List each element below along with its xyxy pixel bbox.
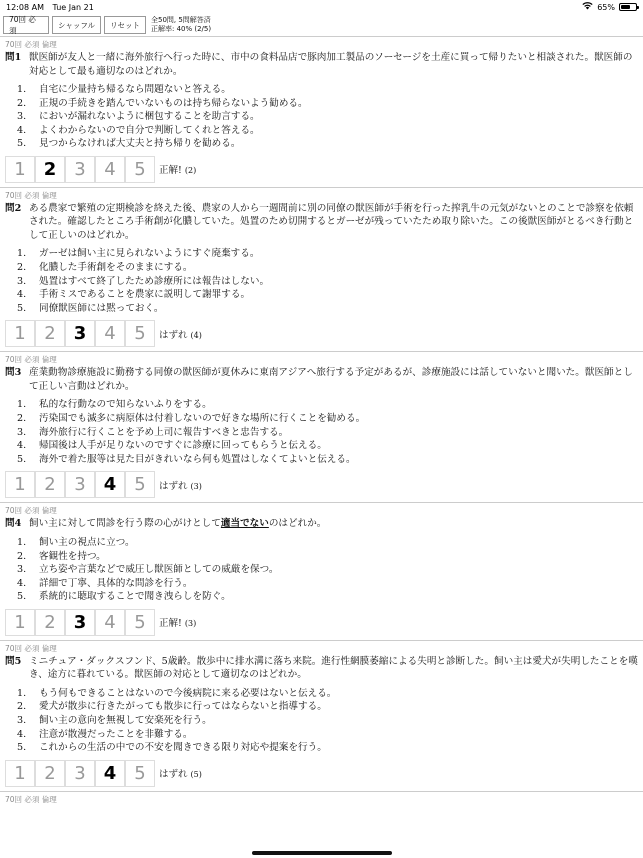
question-body: 産業動物診療施設に勤務する同僚の獣医師が夏休みに東南アジアへ旅行する予定があるが、診療施設には話していないと聞いた。獣医師として正しい言動はどれか。 — [29, 367, 633, 392]
toolbar — [0, 14, 643, 36]
answer-button-4[interactable]: 4 — [95, 609, 125, 636]
option-number: 1. — [17, 536, 27, 548]
option-list — [5, 398, 638, 466]
option-item — [17, 426, 638, 440]
answer-button-3[interactable]: 3 — [65, 156, 95, 183]
answer-button-3[interactable]: 3 — [65, 320, 95, 347]
question-meta: 70回 必須 倫理 — [5, 355, 57, 365]
battery-percent: 65% — [597, 2, 615, 12]
option-text: 正規の手続きを踏んでいないものは持ち帰らないよう勧める。 — [39, 97, 308, 109]
option-item — [17, 137, 638, 151]
option-text: 自宅に少量持ち帰るなら問題ないと答える。 — [39, 84, 231, 95]
option-list — [5, 536, 638, 604]
status-date: Tue Jan 21 — [52, 2, 94, 12]
answer-button-1[interactable]: 1 — [5, 609, 35, 636]
answer-button-3[interactable]: 3 — [65, 471, 95, 498]
question-card — [0, 640, 643, 791]
option-text: 飼い主の視点に立つ。 — [39, 536, 135, 548]
answer-button-2[interactable]: 2 — [35, 760, 65, 787]
answer-button-3[interactable]: 3 — [65, 760, 95, 787]
answer-button-4[interactable]: 4 — [95, 760, 125, 787]
question-text — [5, 51, 638, 78]
question-number: 問4 — [5, 518, 22, 530]
answer-button-4[interactable]: 4 — [95, 320, 125, 347]
question-text — [5, 202, 638, 243]
answer-button-4[interactable]: 4 — [95, 471, 125, 498]
reset-button[interactable]: リセット — [104, 16, 146, 34]
option-item — [17, 439, 638, 453]
correct-answer: (2) — [184, 166, 197, 176]
correct-answer: (4) — [190, 330, 202, 340]
question-card — [0, 36, 643, 187]
option-item — [17, 714, 638, 728]
answer-button-3[interactable]: 3 — [65, 609, 95, 636]
question-body-after: のはどれか。 — [268, 518, 327, 530]
question-number: 問5 — [5, 655, 22, 667]
option-number: 3. — [17, 564, 27, 576]
question-meta: 70回 必須 倫理 — [5, 506, 57, 516]
option-list — [5, 83, 638, 151]
question-body: ミニチュア・ダックスフンド、5歳齢。散歩中に排水溝に落ち来院。進行性網膜萎縮による失明と診断した。飼い主は愛犬が失明したことを嘆き、途方に暮れている。獣医師の対応として適切なのはどれか。 — [29, 655, 638, 681]
option-number: 3. — [17, 426, 27, 438]
option-number: 3. — [17, 111, 27, 123]
option-text: 手術ミスであることを農家に説明して謝罪する。 — [39, 289, 251, 301]
option-text: 同僚獣医師には黙っておく。 — [39, 302, 164, 314]
result-label: 正解! — [159, 618, 182, 630]
option-number: 1. — [17, 248, 27, 260]
option-item — [17, 124, 638, 138]
stats-summary — [151, 16, 211, 34]
option-text: 注意が散漫だったことを非難する。 — [39, 728, 193, 740]
option-number: 3. — [17, 275, 27, 287]
option-number: 4. — [17, 577, 27, 589]
status-right — [582, 2, 637, 12]
option-item — [17, 590, 638, 604]
answer-button-1[interactable]: 1 — [5, 471, 35, 498]
answer-button-5[interactable]: 5 — [125, 760, 155, 787]
home-indicator[interactable] — [252, 851, 392, 855]
answer-button-1[interactable]: 1 — [5, 156, 35, 183]
answer-button-2[interactable]: 2 — [35, 609, 65, 636]
question-card — [0, 502, 643, 639]
option-item — [17, 412, 638, 426]
correct-answer: (3) — [184, 619, 197, 629]
question-meta: 70回 必須 倫理 — [5, 643, 57, 653]
option-number: 2. — [17, 550, 27, 562]
answer-button-5[interactable]: 5 — [125, 320, 155, 347]
option-number: 5. — [17, 591, 27, 603]
option-text: 系統的に聴取することで聞き洩らしを防ぐ。 — [39, 591, 231, 603]
option-number: 5. — [17, 138, 27, 150]
status-time: 12:08 AM — [6, 2, 44, 12]
question-meta: 70回 必須 倫理 — [5, 794, 57, 804]
option-text: 化膿した手術創をそのままにする。 — [39, 262, 193, 274]
option-item — [17, 741, 638, 755]
option-number: 2. — [17, 97, 27, 109]
status-left — [6, 3, 100, 12]
answer-buttons — [5, 320, 638, 347]
question-card — [0, 351, 643, 502]
question-card-next — [0, 791, 643, 810]
correct-answer: (5) — [190, 770, 202, 780]
option-text: もう何もできることはないので今後病院に来る必要はないと伝える。 — [39, 687, 337, 699]
answer-result — [159, 615, 196, 629]
option-text: よくわからないので自分で判断してくれと答える。 — [39, 124, 260, 136]
option-item — [17, 261, 638, 275]
wifi-icon — [582, 2, 593, 12]
correct-answer: (3) — [190, 481, 202, 491]
option-text: 詳細で丁寧、具体的な問診を行う。 — [39, 577, 193, 589]
question-number: 問2 — [5, 202, 22, 214]
option-number: 1. — [17, 399, 27, 411]
option-item — [17, 275, 638, 289]
answer-button-1[interactable]: 1 — [5, 320, 35, 347]
option-item — [17, 302, 638, 316]
question-body: 獣医師が友人と一緒に海外旅行へ行った時に、市中の食料品店で豚肉加工製品のソーセージを土産に買って帰りたいと相談された。獣医師の対応として最も適切なのはどれか。 — [29, 52, 633, 77]
option-number: 5. — [17, 742, 27, 754]
option-list — [5, 247, 638, 315]
bottom-bar — [0, 846, 643, 858]
option-item — [17, 577, 638, 591]
answer-button-4[interactable]: 4 — [95, 156, 125, 183]
question-meta: 70回 必須 倫理 — [5, 40, 57, 49]
option-item — [17, 550, 638, 564]
option-number: 2. — [17, 701, 27, 713]
answer-button-2[interactable]: 2 — [35, 471, 65, 498]
answer-button-2[interactable]: 2 — [35, 320, 65, 347]
answer-result — [159, 162, 196, 176]
status-bar — [0, 0, 643, 14]
option-number: 4. — [17, 289, 27, 301]
option-text: 私的な行動なので知らないふりをする。 — [39, 399, 212, 411]
option-text: ガーゼは飼い主に見られないようにすぐ廃棄する。 — [39, 248, 260, 260]
result-label: はずれ — [159, 480, 188, 492]
option-item — [17, 563, 638, 577]
option-item — [17, 687, 638, 701]
answer-button-2[interactable]: 2 — [35, 156, 65, 183]
answer-result — [159, 327, 202, 341]
option-number: 4. — [17, 124, 27, 136]
option-item — [17, 453, 638, 467]
stats-accuracy: 正解率: 40% (2/5) — [151, 25, 212, 33]
option-text: 汚染国でも滅多に病原体は付着しないので好きな場所に行くことを勧める。 — [39, 413, 366, 425]
answer-buttons — [5, 471, 638, 498]
question-list — [0, 36, 643, 810]
question-body-before: 飼い主に対して問診を行う際の心がけとして — [29, 518, 221, 530]
option-number: 5. — [17, 302, 27, 314]
option-number: 3. — [17, 715, 27, 727]
question-card — [0, 187, 643, 351]
option-text: 客観性を持つ。 — [39, 550, 106, 562]
answer-buttons — [5, 156, 638, 183]
result-label: 正解! — [159, 165, 182, 177]
exam-select-button[interactable]: 70回 必須 — [3, 16, 49, 34]
answer-result — [159, 766, 202, 780]
result-label: はずれ — [159, 769, 188, 781]
question-number: 問3 — [5, 367, 22, 379]
option-number: 4. — [17, 440, 27, 452]
answer-button-1[interactable]: 1 — [5, 760, 35, 787]
question-meta: 70回 必須 倫理 — [5, 190, 57, 200]
answer-button-5[interactable]: 5 — [125, 471, 155, 498]
option-text: 海外で着た服等は見た目がきれいなら何も処置はしなくてよいと伝える。 — [39, 453, 356, 465]
option-text: 帰国後は人手が足りないのですぐに診療に回ってもらうと伝える。 — [39, 440, 327, 452]
option-item — [17, 247, 638, 261]
answer-buttons — [5, 609, 638, 636]
option-list — [5, 687, 638, 755]
question-text — [5, 655, 638, 682]
answer-buttons — [5, 760, 638, 787]
stats-progress: 全50問, 5問解答済 — [151, 16, 211, 24]
option-number: 1. — [17, 687, 27, 699]
option-text: 立ち姿や言葉などで威圧し獣医師としての威厳を保つ。 — [39, 564, 279, 576]
option-item — [17, 97, 638, 111]
option-text: 愛犬が散歩に行きたがっても散歩に行ってはならないと指導する。 — [39, 701, 327, 713]
option-text: 海外旅行に行くことを予め上司に報告すべきと忠告する。 — [39, 426, 289, 438]
option-text: これからの生活の中での不安を聞きできる限り対応や提案を行う。 — [39, 742, 327, 754]
option-item — [17, 288, 638, 302]
option-item — [17, 110, 638, 124]
option-number: 2. — [17, 413, 27, 425]
option-number: 2. — [17, 262, 27, 274]
question-text — [5, 366, 638, 393]
answer-button-5[interactable]: 5 — [125, 156, 155, 183]
question-body: ある農家で繁殖の定期検診を終えた後、農家の人から一週間前に別の同僚の獣医師が手術を行った搾乳牛の元気がないとのことで診察を依頼された。確認したところ手術創が化膿していた。処置のため切開するとガーゼが残っていたため取り除いた。この後獣医師がとるべき行動として正しいのはどれか。 — [29, 202, 634, 241]
option-item — [17, 83, 638, 97]
battery-icon — [619, 3, 637, 11]
option-text: 見つからなければ大丈夫と持ち帰りを勧める。 — [39, 138, 241, 150]
option-number: 1. — [17, 84, 27, 95]
answer-result — [159, 478, 202, 492]
question-text — [5, 517, 638, 531]
option-text: においが漏れないように梱包することを助言する。 — [39, 111, 260, 123]
option-item — [17, 536, 638, 550]
question-emphasis: 適当でない — [220, 518, 269, 530]
option-item — [17, 700, 638, 714]
result-label: はずれ — [159, 329, 188, 341]
answer-button-5[interactable]: 5 — [125, 609, 155, 636]
option-text: 処置はすべて終了したため診療所には報告はしない。 — [39, 275, 270, 287]
option-item — [17, 398, 638, 412]
option-number: 5. — [17, 453, 27, 465]
shuffle-button[interactable]: シャッフル — [52, 16, 101, 34]
option-item — [17, 728, 638, 742]
option-text: 飼い主の意向を無視して安楽死を行う。 — [39, 715, 212, 727]
option-number: 4. — [17, 728, 27, 740]
question-number: 問1 — [5, 52, 22, 63]
